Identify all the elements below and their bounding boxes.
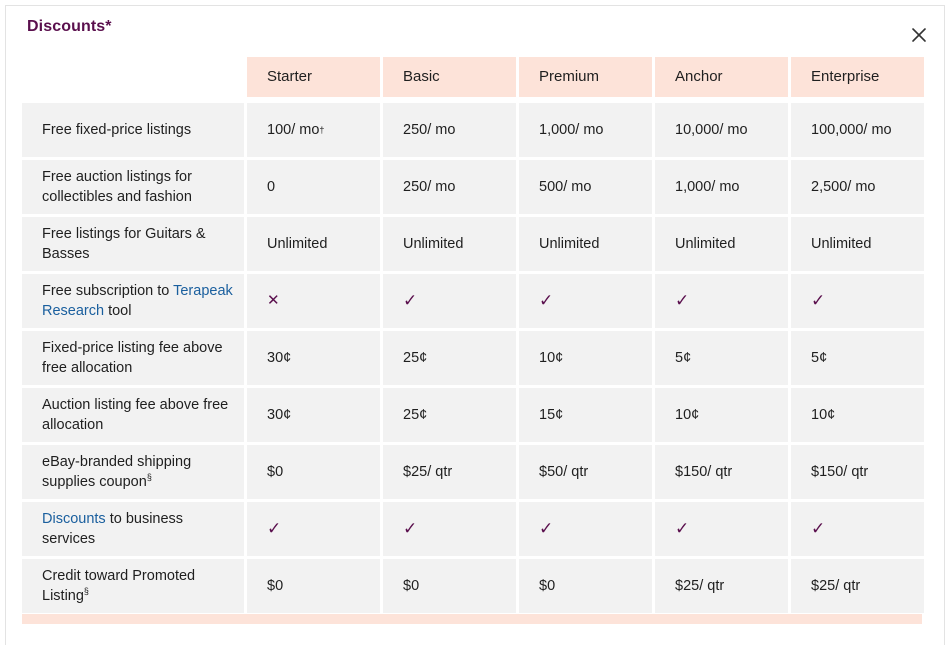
check-icon: ✓ — [675, 519, 690, 538]
table-cell — [383, 217, 516, 274]
table-cell — [247, 274, 380, 331]
cell-value: $150/ qtr — [675, 464, 733, 480]
label-text: Credit toward Promoted Listing — [42, 568, 196, 604]
cell-value: 100,000/ mo — [811, 122, 892, 138]
row-label — [22, 217, 244, 274]
label-text: tool — [104, 303, 132, 319]
table-cell — [519, 274, 652, 331]
table-cell — [383, 445, 516, 502]
column-header-anchor: Anchor — [655, 57, 788, 97]
cell-value: 250/ mo — [403, 179, 456, 195]
table-cell — [519, 559, 652, 616]
label-text: Auction listing fee above free allocation — [42, 397, 229, 433]
cell-value: $0 — [539, 578, 556, 594]
cell-value: 250/ mo — [403, 122, 456, 138]
table-cell — [247, 217, 380, 274]
table-cell — [519, 103, 652, 160]
table-cell — [247, 388, 380, 445]
cell-value: $25/ qtr — [675, 578, 725, 594]
row-label — [22, 502, 244, 559]
dialog-title: Discounts* — [27, 18, 112, 35]
table-cell — [655, 217, 788, 274]
table-cell — [247, 331, 380, 388]
table-cell — [247, 445, 380, 502]
row-label-text — [42, 395, 234, 435]
check-icon: ✓ — [267, 519, 282, 538]
row-label-text — [42, 338, 234, 378]
cell-value: $0 — [403, 578, 420, 594]
cell-value: 10¢ — [675, 407, 700, 423]
cross-icon: ✕ — [267, 292, 280, 309]
table-cell — [655, 445, 788, 502]
row-label-text — [42, 224, 234, 264]
table-cell — [655, 331, 788, 388]
table-cell — [383, 502, 516, 559]
cell-value: 5¢ — [811, 350, 828, 366]
table-cell — [791, 559, 924, 616]
cell-value: 10¢ — [539, 350, 564, 366]
label-text: eBay-branded shipping supplies coupon — [42, 454, 192, 490]
check-icon: ✓ — [539, 519, 554, 538]
table-cell — [791, 217, 924, 274]
close-icon[interactable] — [910, 26, 928, 44]
table-cell — [519, 502, 652, 559]
cell-value: 25¢ — [403, 407, 428, 423]
table-cell — [383, 274, 516, 331]
row-label — [22, 160, 244, 217]
table-cell — [655, 502, 788, 559]
row-label-text — [42, 281, 234, 321]
check-icon: ✓ — [675, 291, 690, 310]
table-cell — [519, 217, 652, 274]
label-text: to business services — [42, 511, 184, 547]
link-discounts[interactable]: Discounts — [42, 511, 106, 527]
column-header-premium: Premium — [519, 57, 652, 97]
check-icon: ✓ — [403, 291, 418, 310]
footnote-marker: § — [83, 586, 89, 597]
row-label — [22, 559, 244, 616]
label-text: Fixed-price listing fee above free allocation — [42, 340, 223, 376]
table-cell — [383, 388, 516, 445]
cell-value: Unlimited — [539, 236, 600, 252]
row-label — [22, 274, 244, 331]
row-label — [22, 103, 244, 160]
label-text: Free auction listings for collectibles and fashion — [42, 169, 192, 205]
cell-value: $0 — [267, 578, 284, 594]
table-cell — [791, 160, 924, 217]
cell-value: 15¢ — [539, 407, 564, 423]
cell-value: 1,000/ mo — [539, 122, 604, 138]
column-header-enterprise: Enterprise — [791, 57, 924, 97]
table-cell — [383, 103, 516, 160]
table-cell — [519, 160, 652, 217]
table-corner — [22, 57, 244, 97]
check-icon: ✓ — [811, 519, 826, 538]
table-cell — [655, 160, 788, 217]
discounts-table — [22, 57, 922, 616]
table-cell — [383, 160, 516, 217]
cell-value: 10¢ — [811, 407, 836, 423]
table-cell — [655, 559, 788, 616]
cell-value: 1,000/ mo — [675, 179, 740, 195]
link-terapeak-research[interactable]: Terapeak Research — [42, 283, 233, 319]
table-cell — [655, 388, 788, 445]
check-icon: ✓ — [811, 291, 826, 310]
table-cell — [519, 331, 652, 388]
column-header-basic: Basic — [383, 57, 516, 97]
table-cell — [791, 331, 924, 388]
cell-value: 2,500/ mo — [811, 179, 876, 195]
table-cell — [247, 160, 380, 217]
row-label — [22, 388, 244, 445]
table-cell — [383, 331, 516, 388]
cell-value: Unlimited — [675, 236, 736, 252]
cell-value: 500/ mo — [539, 179, 592, 195]
table-cell — [655, 103, 788, 160]
check-icon: ✓ — [403, 519, 418, 538]
table-cell — [247, 559, 380, 616]
cell-value: $25/ qtr — [811, 578, 861, 594]
cell-value: 30¢ — [267, 350, 292, 366]
table-cell — [655, 274, 788, 331]
label-text: Free listings for Guitars & Basses — [42, 226, 206, 262]
table-cell — [791, 445, 924, 502]
cell-value: $25/ qtr — [403, 464, 453, 480]
table-cell — [519, 388, 652, 445]
table-cell — [791, 502, 924, 559]
table-cell — [791, 274, 924, 331]
row-label — [22, 445, 244, 502]
row-label-text — [42, 452, 234, 492]
cell-value: Unlimited — [267, 236, 328, 252]
row-label-text — [42, 566, 234, 606]
label-text: Free fixed-price listings — [42, 122, 192, 138]
cell-value: $50/ qtr — [539, 464, 589, 480]
row-label-text — [42, 509, 234, 549]
table-cell — [791, 103, 924, 160]
cell-value: $0 — [267, 464, 284, 480]
cell-value: Unlimited — [403, 236, 464, 252]
column-header-starter: Starter — [247, 57, 380, 97]
cell-value: Unlimited — [811, 236, 872, 252]
row-label-text — [42, 120, 191, 140]
cell-value: 10,000/ mo — [675, 122, 748, 138]
cell-value: 30¢ — [267, 407, 292, 423]
cell-value: $150/ qtr — [811, 464, 869, 480]
footnote-marker: § — [146, 472, 152, 483]
label-text: Free subscription to — [42, 283, 174, 299]
cell-value: 100/ mo — [267, 122, 320, 138]
cell-value: 25¢ — [403, 350, 428, 366]
check-icon: ✓ — [539, 291, 554, 310]
table-cell: 100/ mo † — [247, 103, 380, 160]
table-cell — [383, 559, 516, 616]
table-cell — [519, 445, 652, 502]
table-cell — [791, 388, 924, 445]
table-footer-strip — [22, 614, 922, 624]
table-cell — [247, 502, 380, 559]
cell-value: 5¢ — [675, 350, 692, 366]
row-label-text — [42, 167, 234, 207]
cell-value: 0 — [267, 179, 276, 195]
row-label — [22, 331, 244, 388]
